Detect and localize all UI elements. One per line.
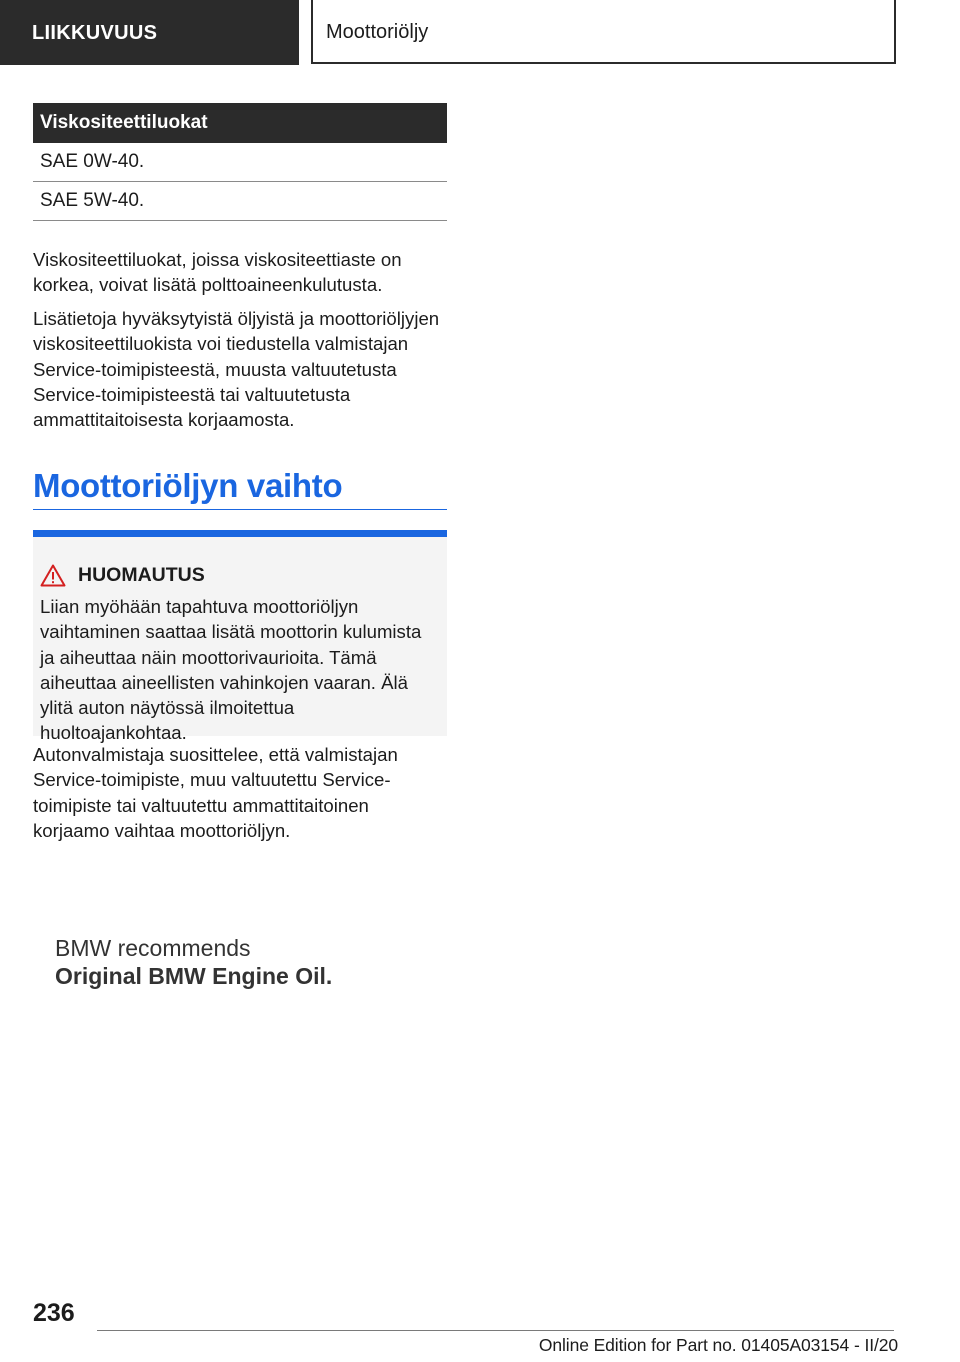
notice-text: Liian myöhään tapahtuva moottoriöljyn vaihtaminen saattaa lisätä moottorin kulumista ja aiheuttaa näin moottorivaurioita. Tämä aiheuttaa aineellisten vahinkojen vaaran. Älä ylitä auton näytössä ilmoitettua huoltoajankohtaa. (40, 596, 422, 744)
paragraph-approved-oils-info: Lisätietoja hyväksytyistä öljyistä ja moottoriöljyjen viskositeettiluokista voi tiedustella valmistajan Service-toimipisteestä, muusta valtuutetusta Service-toimipisteestä tai valtuutetusta ammattitaitoisesta korjaamosta. (33, 308, 440, 431)
viscosity-table-row: SAE 5W-40. (33, 182, 447, 221)
viscosity-table-heading: Viskositeettiluokat (33, 103, 447, 143)
warning-triangle-icon (40, 564, 66, 587)
paragraph-oil-change-recommendation: Autonvalmistaja suosittelee, että valmistajan Service-toimipiste, muu valtuutettu Service-toimipiste tai valtuutettu ammattitaitoinen korjaamo vaihtaa moottoriöljyn. (33, 744, 398, 841)
footer-rule (97, 1330, 894, 1331)
paragraph-viscosity-consumption: Viskositeettiluokat, joissa viskositeettiaste on korkea, voivat lisätä polttoaineenkulutusta. (33, 249, 402, 296)
notice-heading-row (40, 564, 205, 587)
section-title-rule (33, 509, 447, 510)
bmw-oil-advert (55, 934, 332, 990)
notice-heading: HUOMAUTUS (78, 564, 205, 586)
viscosity-table (33, 103, 447, 221)
advert-line-1: BMW recommends (55, 935, 251, 961)
footer-edition: Online Edition for Part no. 01405A03154 - II/20 (538, 1335, 898, 1355)
page-number: 236 (33, 1299, 75, 1327)
header-section-tab: LIIKKUVUUS (0, 0, 299, 65)
header-chapter-tab: Moottoriöljy (311, 0, 896, 64)
viscosity-table-row: SAE 0W-40. (33, 143, 447, 182)
advert-line-2: Original BMW Engine Oil. (55, 963, 333, 989)
section-title: Moottoriöljyn vaihto (33, 467, 343, 504)
notice-box (33, 530, 447, 744)
